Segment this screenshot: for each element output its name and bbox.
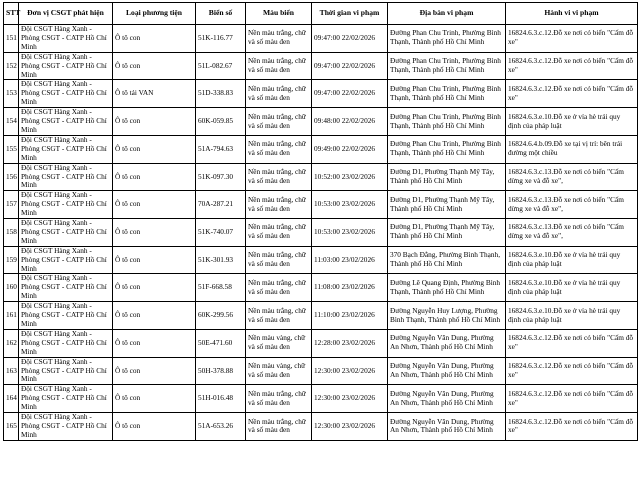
header-plate: Biển số — [196, 3, 246, 25]
row-plate: 51K-301.93 — [196, 246, 246, 274]
row-stt: 160 — [4, 274, 19, 302]
row-location: Đường D1, Phường Thạnh Mỹ Tây, Thành phố Hồ Chí Minh — [388, 163, 506, 191]
row-location: Đường Nguyễn Huy Lượng, Phường Bình Thạnh, Thành phố Hồ Chí Minh — [388, 302, 506, 330]
table-row — [4, 219, 638, 247]
row-plate: 51K-116.77 — [196, 25, 246, 53]
row-stt: 158 — [4, 219, 19, 247]
row-vehicle-type: Ô tô con — [113, 302, 196, 330]
row-time: 09:49:00 22/02/2026 — [312, 135, 388, 163]
row-violation: 16824.6.3.c.12.Đỗ xe nơi có biển "Cấm đỗ xe" — [506, 25, 638, 53]
row-time: 09:47:00 22/02/2026 — [312, 25, 388, 53]
table-row — [4, 246, 638, 274]
header-violation: Hành vi vi phạm — [506, 3, 638, 25]
table-row — [4, 413, 638, 441]
row-time: 10:53:00 23/02/2026 — [312, 219, 388, 247]
row-plate: 51L-082.67 — [196, 52, 246, 80]
row-violation: 16824.6.3.c.12.Đỗ xe nơi có biển "Cấm đỗ xe" — [506, 413, 638, 441]
header-time: Thời gian vi phạm — [312, 3, 388, 25]
row-time: 10:53:00 23/02/2026 — [312, 191, 388, 219]
row-vehicle-type: Ô tô con — [113, 135, 196, 163]
row-plate-color: Nền màu trắng, chữ và số màu đen — [246, 246, 312, 274]
row-vehicle-type: Ô tô con — [113, 163, 196, 191]
row-location: 370 Bạch Đằng, Phường Bình Thạnh, Thành phố Hồ Chí Minh — [388, 246, 506, 274]
row-unit: Đội CSGT Hàng Xanh - Phòng CSGT - CATP Hồ Chí Minh — [19, 246, 113, 274]
row-plate-color: Nền màu vàng, chữ và số màu đen — [246, 357, 312, 385]
row-plate-color: Nền màu trắng, chữ và số màu đen — [246, 385, 312, 413]
header-unit: Đơn vị CSGT phát hiện — [19, 3, 113, 25]
row-stt: 162 — [4, 329, 19, 357]
row-unit: Đội CSGT Hàng Xanh - Phòng CSGT - CATP Hồ Chí Minh — [19, 413, 113, 441]
row-plate: 51H-016.48 — [196, 385, 246, 413]
row-vehicle-type: Ô tô con — [113, 246, 196, 274]
row-time: 12:30:00 23/02/2026 — [312, 357, 388, 385]
row-plate-color: Nền màu trắng, chữ và số màu đen — [246, 80, 312, 108]
row-location: Đường Phan Chu Trinh, Phường Bình Thạnh, Thành phố Hồ Chí Minh — [388, 135, 506, 163]
row-violation: 16824.6.3.c.13.Đỗ xe nơi có biển "Cấm dừng xe và đỗ xe", — [506, 219, 638, 247]
row-stt: 163 — [4, 357, 19, 385]
row-plate-color: Nền màu trắng, chữ và số màu đen — [246, 219, 312, 247]
row-vehicle-type: Ô tô con — [113, 357, 196, 385]
row-plate: 51K-740.07 — [196, 219, 246, 247]
row-vehicle-type: Ô tô con — [113, 219, 196, 247]
row-location: Đường Nguyễn Văn Dung, Phường An Nhơn, Thành phố Hồ Chí Minh — [388, 329, 506, 357]
row-vehicle-type: Ô tô con — [113, 413, 196, 441]
row-unit: Đội CSGT Hàng Xanh - Phòng CSGT - CATP Hồ Chí Minh — [19, 25, 113, 53]
table-body — [4, 25, 638, 441]
row-unit: Đội CSGT Hàng Xanh - Phòng CSGT - CATP Hồ Chí Minh — [19, 52, 113, 80]
row-unit: Đội CSGT Hàng Xanh - Phòng CSGT - CATP Hồ Chí Minh — [19, 302, 113, 330]
row-stt: 152 — [4, 52, 19, 80]
row-location: Đường Lê Quang Định, Phường Bình Thạnh, Thành phố Hồ Chí Minh — [388, 274, 506, 302]
row-time: 10:52:00 23/02/2026 — [312, 163, 388, 191]
row-plate: 51K-097.30 — [196, 163, 246, 191]
table-row — [4, 274, 638, 302]
row-stt: 153 — [4, 80, 19, 108]
header-stt: STT — [4, 3, 19, 25]
row-vehicle-type: Ô tô con — [113, 25, 196, 53]
header-vehicle-type: Loại phương tiện — [113, 3, 196, 25]
row-unit: Đội CSGT Hàng Xanh - Phòng CSGT - CATP Hồ Chí Minh — [19, 108, 113, 136]
row-plate-color: Nền màu trắng, chữ và số màu đen — [246, 52, 312, 80]
row-time: 12:30:00 23/02/2026 — [312, 385, 388, 413]
row-stt: 154 — [4, 108, 19, 136]
row-plate-color: Nền màu trắng, chữ và số màu đen — [246, 163, 312, 191]
row-violation: 16824.6.3.e.10.Đỗ xe ở vỉa hè trái quy định của pháp luật — [506, 274, 638, 302]
row-plate-color: Nền màu trắng, chữ và số màu đen — [246, 413, 312, 441]
row-plate: 51F-668.58 — [196, 274, 246, 302]
row-location: Đường Phan Chu Trinh, Phường Bình Thạnh, Thành phố Hồ Chí Minh — [388, 25, 506, 53]
table-row — [4, 329, 638, 357]
row-location: Đường Phan Chu Trinh, Phường Bình Thạnh, Thành phố Hồ Chí Minh — [388, 80, 506, 108]
header-plate-color: Màu biển — [246, 3, 312, 25]
row-vehicle-type: Ô tô con — [113, 329, 196, 357]
row-stt: 161 — [4, 302, 19, 330]
row-time: 11:03:00 23/02/2026 — [312, 246, 388, 274]
row-unit: Đội CSGT Hàng Xanh - Phòng CSGT - CATP Hồ Chí Minh — [19, 329, 113, 357]
row-plate-color: Nền màu trắng, chữ và số màu đen — [246, 25, 312, 53]
row-unit: Đội CSGT Hàng Xanh - Phòng CSGT - CATP Hồ Chí Minh — [19, 135, 113, 163]
table-row — [4, 52, 638, 80]
row-unit: Đội CSGT Hàng Xanh - Phòng CSGT - CATP Hồ Chí Minh — [19, 357, 113, 385]
row-vehicle-type: Ô tô con — [113, 52, 196, 80]
row-plate-color: Nền màu trắng, chữ và số màu đen — [246, 135, 312, 163]
row-vehicle-type: Ô tô con — [113, 108, 196, 136]
row-stt: 156 — [4, 163, 19, 191]
row-time: 12:28:00 23/02/2026 — [312, 329, 388, 357]
row-violation: 16824.6.3.c.12.Đỗ xe nơi có biển "Cấm đỗ xe" — [506, 80, 638, 108]
header-row — [4, 3, 638, 25]
row-location: Đường Nguyễn Văn Dung, Phường An Nhơn, Thành phố Hồ Chí Minh — [388, 385, 506, 413]
row-location: Đường Phan Chu Trinh, Phường Bình Thạnh, Thành phố Hồ Chí Minh — [388, 52, 506, 80]
row-unit: Đội CSGT Hàng Xanh - Phòng CSGT - CATP Hồ Chí Minh — [19, 163, 113, 191]
row-time: 09:47:00 22/02/2026 — [312, 80, 388, 108]
row-plate: 51A-794.63 — [196, 135, 246, 163]
row-plate-color: Nền màu vàng, chữ và số màu đen — [246, 329, 312, 357]
row-plate: 51A-653.26 — [196, 413, 246, 441]
row-plate-color: Nền màu trắng, chữ và số màu đen — [246, 108, 312, 136]
row-time: 09:47:00 22/02/2026 — [312, 52, 388, 80]
row-plate: 50H-378.88 — [196, 357, 246, 385]
row-unit: Đội CSGT Hàng Xanh - Phòng CSGT - CATP Hồ Chí Minh — [19, 385, 113, 413]
row-violation: 16824.6.3.e.10.Đỗ xe ở vỉa hè trái quy định của pháp luật — [506, 246, 638, 274]
table-row — [4, 191, 638, 219]
row-time: 11:08:00 23/02/2026 — [312, 274, 388, 302]
row-unit: Đội CSGT Hàng Xanh - Phòng CSGT - CATP Hồ Chí Minh — [19, 274, 113, 302]
row-time: 12:30:00 23/02/2026 — [312, 413, 388, 441]
table-row — [4, 108, 638, 136]
row-vehicle-type: Ô tô con — [113, 191, 196, 219]
table-row — [4, 357, 638, 385]
row-location: Đường D1, Phường Thạnh Mỹ Tây, Thành phố Hồ Chí Minh — [388, 191, 506, 219]
table-header — [4, 3, 638, 25]
row-plate-color: Nền màu trắng, chữ và số màu đen — [246, 302, 312, 330]
row-plate: 60K-059.85 — [196, 108, 246, 136]
row-violation: 16824.6.3.c.12.Đỗ xe nơi có biển "Cấm đỗ xe" — [506, 52, 638, 80]
row-location: Đường D1, Phường Thạnh Mỹ Tây, Thành phố Hồ Chí Minh — [388, 219, 506, 247]
row-vehicle-type: Ô tô con — [113, 385, 196, 413]
row-stt: 155 — [4, 135, 19, 163]
row-plate-color: Nền màu trắng, chữ và số màu đen — [246, 274, 312, 302]
row-violation: 16824.6.3.e.10.Đỗ xe ở vỉa hè trái quy định của pháp luật — [506, 302, 638, 330]
row-plate-color: Nền màu trắng, chữ và số màu đen — [246, 191, 312, 219]
row-plate: 60K-299.56 — [196, 302, 246, 330]
row-violation: 16824.6.4.b.09.Đỗ xe tại vị trí: bên trái đường một chiều — [506, 135, 638, 163]
row-time: 11:10:00 23/02/2026 — [312, 302, 388, 330]
row-plate: 51D-338.83 — [196, 80, 246, 108]
header-location: Địa bàn vi phạm — [388, 3, 506, 25]
row-stt: 157 — [4, 191, 19, 219]
row-stt: 164 — [4, 385, 19, 413]
table-row — [4, 385, 638, 413]
row-stt: 151 — [4, 25, 19, 53]
row-plate: 70A-287.21 — [196, 191, 246, 219]
table-row — [4, 302, 638, 330]
row-stt: 159 — [4, 246, 19, 274]
row-plate: 50E-471.60 — [196, 329, 246, 357]
row-violation: 16824.6.3.c.12.Đỗ xe nơi có biển "Cấm đỗ xe" — [506, 329, 638, 357]
table-row — [4, 163, 638, 191]
row-unit: Đội CSGT Hàng Xanh - Phòng CSGT - CATP Hồ Chí Minh — [19, 80, 113, 108]
row-violation: 16824.6.3.e.10.Đỗ xe ở vỉa hè trái quy định của pháp luật — [506, 108, 638, 136]
row-violation: 16824.6.3.c.12.Đỗ xe nơi có biển "Cấm đỗ xe" — [506, 385, 638, 413]
row-stt: 165 — [4, 413, 19, 441]
row-violation: 16824.6.3.c.12.Đỗ xe nơi có biển "Cấm đỗ xe" — [506, 357, 638, 385]
row-location: Đường Nguyễn Văn Dung, Phường An Nhơn, Thành phố Hồ Chí Minh — [388, 357, 506, 385]
row-location: Đường Phan Chu Trinh, Phường Bình Thạnh, Thành phố Hồ Chí Minh — [388, 108, 506, 136]
row-violation: 16824.6.3.c.13.Đỗ xe nơi có biển "Cấm dừng xe và đỗ xe", — [506, 191, 638, 219]
row-time: 09:48:00 22/02/2026 — [312, 108, 388, 136]
row-vehicle-type: Ô tô con — [113, 274, 196, 302]
violations-table — [3, 2, 638, 441]
row-violation: 16824.6.3.c.13.Đỗ xe nơi có biển "Cấm dừng xe và đỗ xe", — [506, 163, 638, 191]
table-row — [4, 135, 638, 163]
row-vehicle-type: Ô tô tải VAN — [113, 80, 196, 108]
row-unit: Đội CSGT Hàng Xanh - Phòng CSGT - CATP Hồ Chí Minh — [19, 191, 113, 219]
row-location: Đường Nguyễn Văn Dung, Phường An Nhơn, Thành phố Hồ Chí Minh — [388, 413, 506, 441]
table-row — [4, 25, 638, 53]
table-row — [4, 80, 638, 108]
row-unit: Đội CSGT Hàng Xanh - Phòng CSGT - CATP Hồ Chí Minh — [19, 219, 113, 247]
